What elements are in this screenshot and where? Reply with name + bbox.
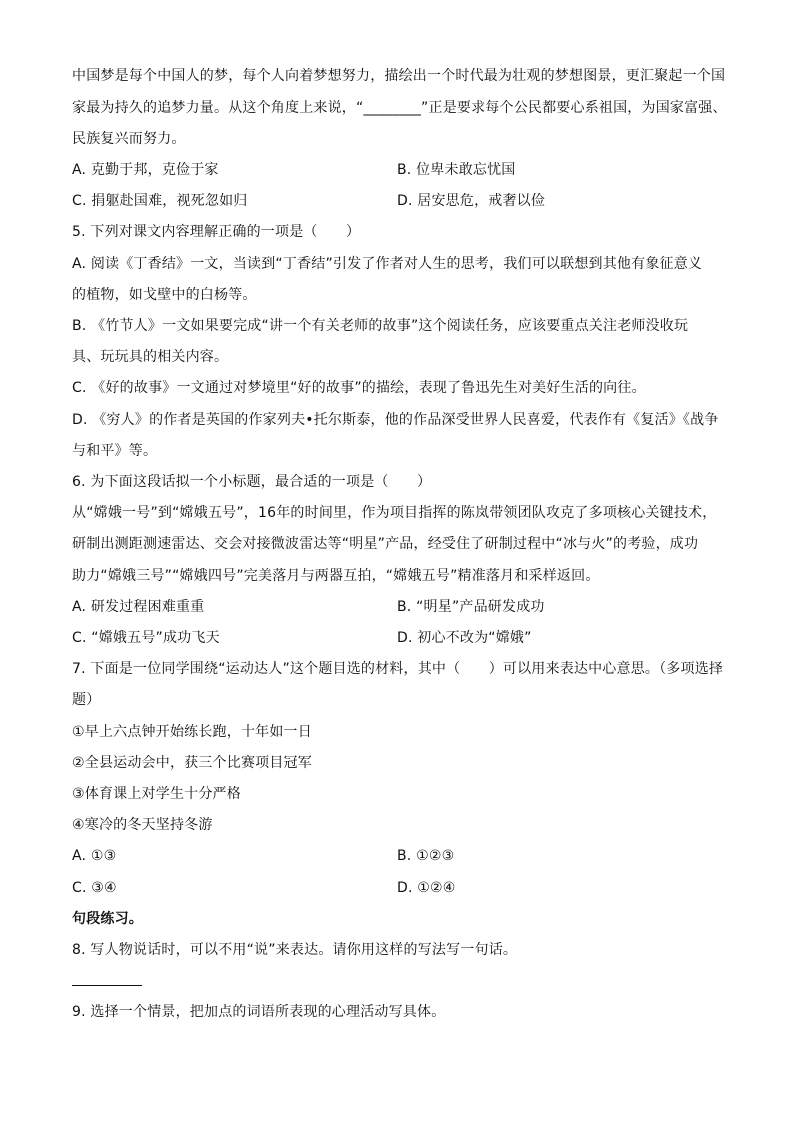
- q7-option-d: D. ①②④: [397, 880, 456, 896]
- q6-option-a: A. 研发过程困难重重: [72, 599, 205, 615]
- q4-option-a: A. 克勤于邦，克俭于家: [72, 162, 219, 178]
- q6-passage-line: 助力“嫦娥三号”“嫦娥四号”完美落月与两器互拍，“嫦娥五号”精准落月和采样返回。: [72, 568, 600, 584]
- q4-option-c: C. 捐躯赴国难，视死忽如归: [72, 193, 248, 209]
- q7-option-a: A. ①③: [72, 848, 117, 864]
- intro-paragraph-line: 家最为持久的追梦力量。从这个角度上来说，“________”正是要求每个公民都要心系祖国，为国家富强、: [72, 100, 727, 116]
- q6-stem: 6. 为下面这段话拟一个小标题，最合适的一项是（ ）: [72, 474, 432, 490]
- q5-option-c: C. 《好的故事》一文通过对梦境里“好的故事”的描绘，表现了鲁迅先生对美好生活的向往。: [72, 380, 646, 396]
- q5-option-d: D. 《穷人》的作者是英国的作家列夫•托尔斯泰，他的作品深受世界人民喜爱，代表作有《复活》《战争: [72, 412, 719, 428]
- answer-line: [72, 985, 142, 986]
- q4-option-b: B. 位卑未敢忘忧国: [397, 162, 516, 178]
- q6-passage-line: 研制出测距测速雷达、交会对接微波雷达等“明星”产品，经受住了研制过程中“冰与火”的考验，成功: [72, 536, 699, 552]
- q5-option-b-cont: 具、玩玩具的相关内容。: [72, 349, 229, 365]
- q5-option-a: A. 阅读《丁香结》一文，当读到“丁香结”引发了作者对人生的思考，我们可以联想到其他有象征意义: [72, 256, 703, 272]
- q8-stem: 8. 写人物说话时，可以不用“说”来表达。请你用这样的写法写一句话。: [72, 942, 518, 958]
- section-title: 句段练习。: [72, 911, 143, 927]
- q7-stem-cont: 题）: [72, 692, 101, 708]
- q7-option-b: B. ①②③: [397, 848, 455, 864]
- q7-option-c: C. ③④: [72, 880, 117, 896]
- q6-passage-line: 从“嫦娥一号”到“嫦娥五号”，16年的时间里，作为项目指挥的陈岚带领团队攻克了多项核心关键技术，: [72, 505, 717, 521]
- q7-material-1: ①早上六点钟开始练长跑，十年如一日: [72, 724, 312, 740]
- q7-stem: 7. 下面是一位同学围绕“运动达人”这个题目选的材料，其中（ ）可以用来表达中心意思。（多项选择: [72, 661, 724, 677]
- intro-paragraph-line: 民族复兴而努力。: [72, 131, 186, 147]
- q5-option-b: B. 《竹节人》一文如果要完成“讲一个有关老师的故事”这个阅读任务，应该要重点关注老师没收玩: [72, 318, 689, 334]
- q7-material-3: ③体育课上对学生十分严格: [72, 786, 241, 802]
- intro-paragraph-line: 中国梦是每个中国人的梦，每个人向着梦想努力，描绘出一个时代最为壮观的梦想图景，更汇聚起一个国: [72, 68, 726, 84]
- q6-option-c: C. “嫦娥五号”成功飞天: [72, 630, 220, 646]
- q7-material-4: ④寒冷的冬天坚持冬游: [72, 817, 213, 833]
- q5-option-a-cont: 的植物，如戈壁中的白杨等。: [72, 287, 257, 303]
- q7-material-2: ②全县运动会中，获三个比赛项目冠军: [72, 755, 312, 771]
- q5-stem: 5. 下列对课文内容理解正确的一项是（ ）: [72, 224, 361, 240]
- q4-option-d: D. 居安思危，戒奢以俭: [397, 193, 546, 209]
- q6-option-b: B. “明星”产品研发成功: [397, 599, 545, 615]
- q6-option-d: D. 初心不改为“嫦娥”: [397, 630, 532, 646]
- q9-stem: 9. 选择一个情景，把加点的词语所表现的心理活动写具体。: [72, 1004, 446, 1020]
- q5-option-d-cont: 与和平》等。: [72, 443, 158, 459]
